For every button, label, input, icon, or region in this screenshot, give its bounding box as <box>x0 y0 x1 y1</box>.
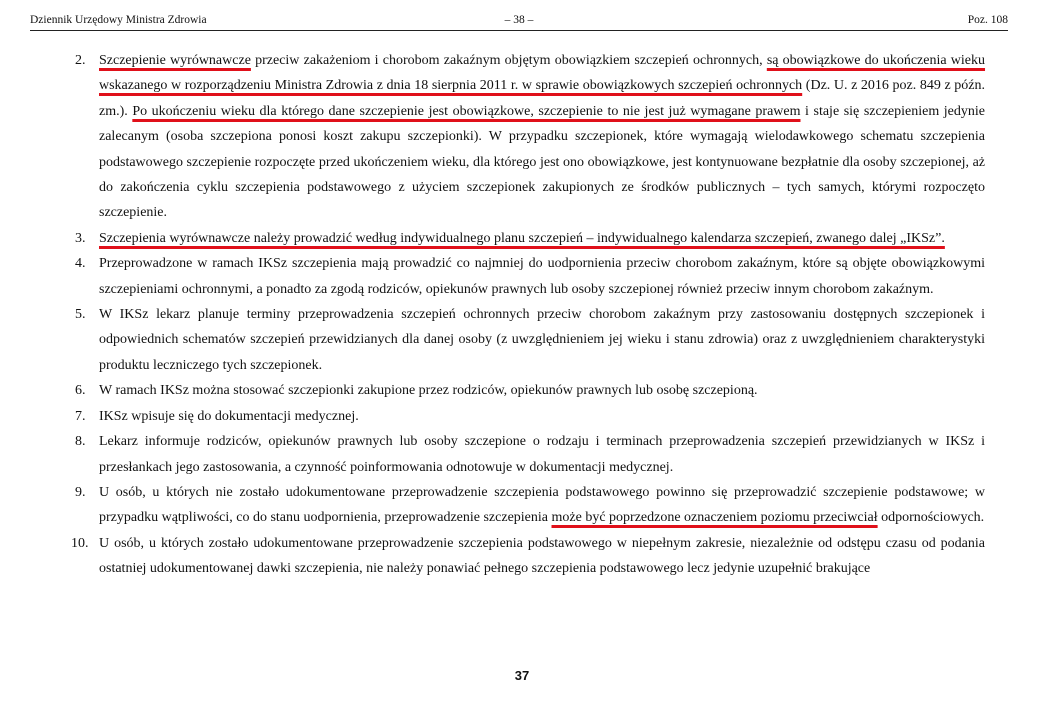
item-text: U osób, u których zostało udokumentowane przeprowadzenie szczepienia podstawowego w niepełnym zakresie, niezależnie od odstępu czasu od podania ostatniej udokumentowanej dawki szczepienia, nie należy ponawiać pełnego szczepienia podstawowego lecz jedynie uzupełnić brakujące <box>99 535 985 577</box>
document-body <box>71 48 986 582</box>
highlighted-text: Po ukończeniu wieku dla którego dane szczepienie jest obowiązkowe, szczepienie to nie jest już wymagane prawem <box>132 103 801 119</box>
item-text: (Dz. U. z 2016 poz. 849 z późn. zm.). <box>99 78 985 119</box>
item-number: 5. <box>75 307 86 323</box>
item-text: IKSz wpisuje się do dokumentacji medycznej. <box>99 408 359 424</box>
item-number: 8. <box>75 434 86 450</box>
highlighted-text: są obowiązkowe do ukończenia wieku wskazanego w rozporządzeniu Ministra Zdrowia z dnia 18 sierpnia 2011 r. w sprawie obowiązkowych szczepień ochronnych <box>99 53 986 94</box>
item-text: odpornościowych. <box>877 510 985 526</box>
header-page-marker: – 38 – <box>504 14 534 26</box>
list-item <box>75 226 985 251</box>
item-number: 7. <box>75 408 86 424</box>
list-item <box>75 480 985 531</box>
highlighted-text: Szczepienia wyrównawcze należy prowadzić według indywidualnego planu szczepień – indywidualnego kalendarza szczepień, zwanego dalej „IKSz”. <box>99 230 945 246</box>
header-divider <box>30 30 1008 31</box>
item-text: przeciw zakażeniom i chorobom zakaźnym objętym obowiązkiem szczepień ochronnych, <box>250 53 767 68</box>
journal-title: Dziennik Urzędowy Ministra Zdrowia <box>30 14 207 26</box>
position-number: Poz. 108 <box>967 14 1008 26</box>
page-number: 37 <box>514 668 530 683</box>
item-text: Przeprowadzone w ramach IKSz szczepienia mają prowadzić co najmniej do uodpornienia przeciw chorobom zakaźnym, które są objęte obowiązkowymi szczepieniami ochronnymi, a ponadto za zgodą rodziców, opiekunów prawnych lub osoby szczepionej również przeciw innym chorobom zakaźnym. <box>99 256 985 297</box>
item-number: 2. <box>75 53 86 68</box>
highlighted-text: Szczepienie wyrównawcze <box>99 53 251 68</box>
highlighted-text: może być poprzedzone oznaczeniem poziomu przeciwciał <box>551 510 878 526</box>
list-item <box>75 251 985 302</box>
item-text: Lekarz informuje rodziców, opiekunów prawnych lub osoby szczepione o rodzaju i terminach przeprowadzenia szczepień przewidzianych w IKSz i przesłankach jego zastosowania, a czynność poinformowania odnotowuje w dokumentacji medycznej. <box>99 434 985 475</box>
item-number: 6. <box>75 383 86 399</box>
item-text: W ramach IKSz można stosować szczepionki zakupione przez rodziców, opiekunów prawnych lub osobę szczepioną. <box>99 383 758 399</box>
item-text: W IKSz lekarz planuje terminy przeprowadzenia szczepień ochronnych przeciw chorobom zakaźnym przy zastosowaniu dostępnych szczepionek i odpowiednich schematów szczepień przewidzianych dla danej osoby (z uwzględnieniem jej wieku i stanu zdrowia) oraz z uwzględnieniem charakterystyki produktu leczniczego tych szczepionek. <box>99 307 985 373</box>
item-text: U osób, u których nie zostało udokumentowane przeprowadzenie szczepienia podstawowego powinno się przeprowadzić szczepienie podstawowe; w przypadku wątpliwości, co do stanu uodpornienia, przeprowadzenie szczepienia <box>99 484 985 526</box>
item-number: 4. <box>75 256 86 272</box>
list-item <box>75 302 985 378</box>
list-item <box>75 429 985 480</box>
document-header <box>30 10 1008 30</box>
list-item <box>71 531 985 582</box>
list-item <box>75 378 985 403</box>
list-item <box>75 404 985 429</box>
list-item <box>75 48 985 226</box>
item-text: i staje się szczepieniem jedynie zalecanym (osoba szczepiona ponosi koszt zakupu szczepionki). W przypadku szczepionek, które wymagają wielodawkowego schematu szczepienia podstawowego szczepienie rozpoczęte przed ukończeniem wieku, dla którego jest ono obowiązkowe, jest kontynuowane bezpłatnie dla osoby szczepionej, aż do zakończenia cyklu szczepienia podstawowego z użyciem szczepionek zakupionych ze środków publicznych – tych samych, którymi rozpoczęto szczepienie. <box>99 103 985 221</box>
item-number: 10. <box>71 535 89 551</box>
item-number: 9. <box>75 484 86 500</box>
item-number: 3. <box>75 230 86 246</box>
